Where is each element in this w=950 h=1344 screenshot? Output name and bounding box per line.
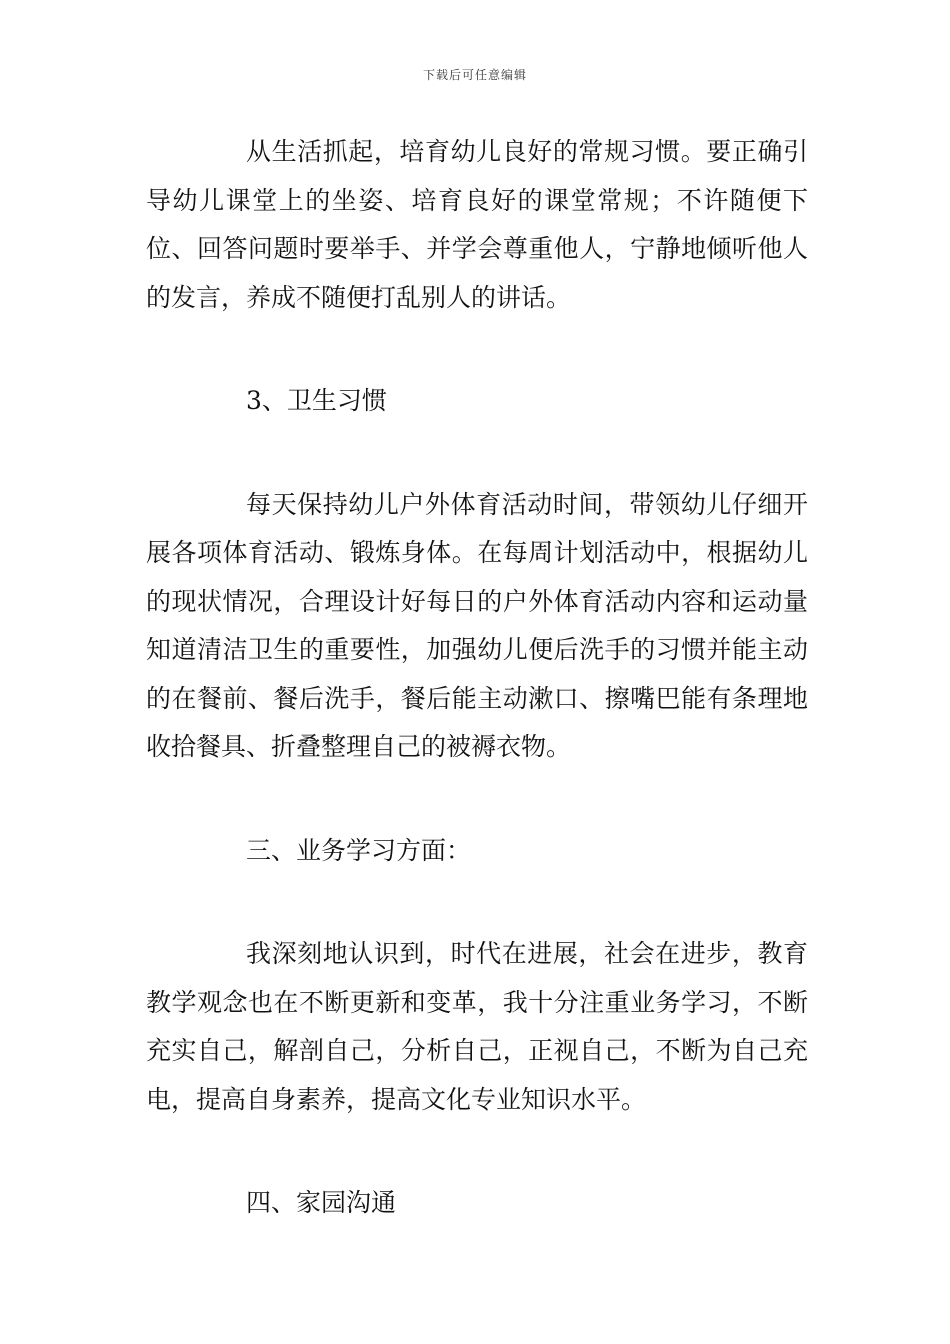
heading-professional-study: 三、业务学习方面： — [246, 835, 472, 865]
paragraph-study: 我深刻地认识到，时代在进展，社会在进步，教育教学观念也在不断更新和变革，我十分注重业务学习，不断充实自己，解剖自己，分析自己，正视自己，不断为自己充电，提高自身素养，提高文化专业知识水平。 — [146, 939, 808, 1114]
spacer — [146, 322, 808, 377]
spacer — [146, 875, 808, 930]
paragraph-hygiene: 每天保持幼儿户外体育活动时间，带领幼儿仔细开展各项体育活动、锻炼身体。在每周计划活动中，根据幼儿的现状情况，合理设计好每日的户外体育活动内容和运动量知道清洁卫生的重要性，加强幼儿便后洗手的习惯并能主动的在餐前、餐后洗手，餐后能主动漱口、擦嘴巴能有条理地收拾餐具、折叠整理自己的被褥衣物。 — [146, 489, 808, 761]
heading-home-school-communication: 四、家园沟通 — [246, 1188, 397, 1217]
spacer — [146, 1124, 808, 1179]
spacer — [146, 772, 808, 827]
paragraph-routine-habits: 从生活抓起，培育幼儿良好的常规习惯。要正确引导幼儿课堂上的坐姿、培育良好的课堂常规；不许随便下位、回答问题时要举手、并学会尊重他人，宁静地倾听他人的发言，养成不随便打乱别人的讲话。 — [146, 137, 808, 312]
heading-hygiene-habits: 3、卫生习惯 — [246, 386, 387, 415]
document-body — [146, 128, 808, 1228]
header-note: 下载后可任意编辑 — [422, 68, 527, 82]
spacer — [146, 426, 808, 481]
